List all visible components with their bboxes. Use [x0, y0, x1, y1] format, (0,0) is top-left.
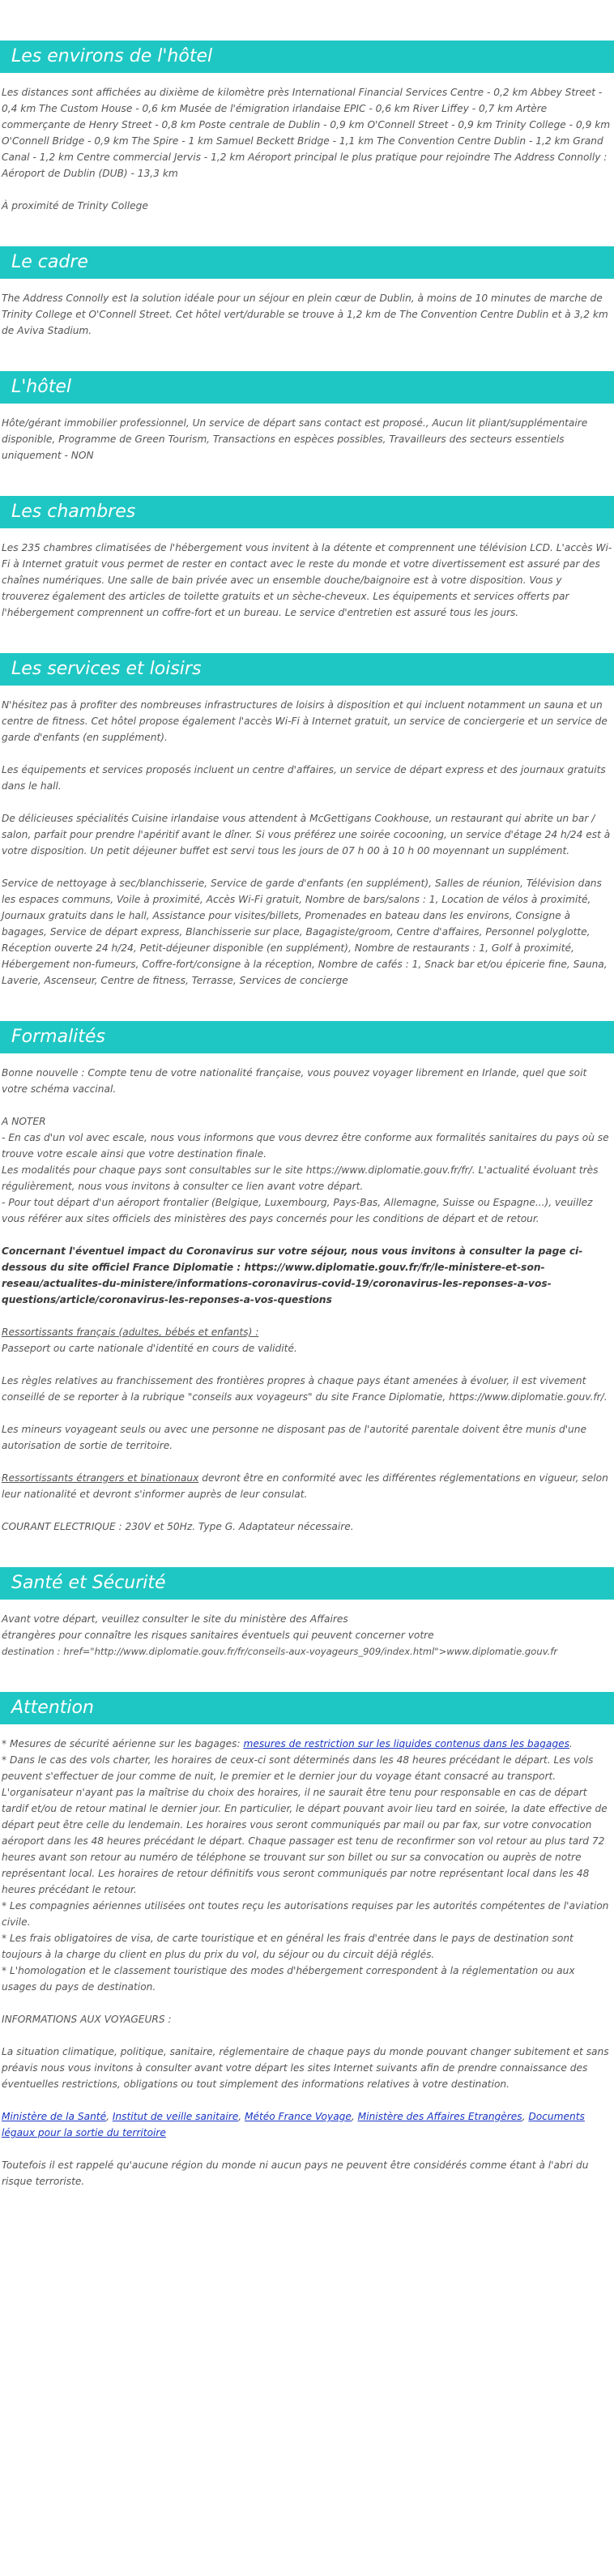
formalites-note [2, 1113, 612, 1227]
info-voyageurs-title: INFORMATIONS AUX VOYAGEURS : [2, 2014, 172, 2025]
link-meteo-france-voyage[interactable]: Météo France Voyage [245, 2111, 352, 2122]
section-chambres [0, 496, 614, 621]
section-title-formalites: Formalités [0, 1021, 614, 1053]
attention-bullet-4: * Les frais obligatoires de visa, de carte touristique et en général les frais d'entrée dans le pays de destination sont toujours à la charge du client en plus du prix du vol, du séjour ou du circuit déjà réglés. [2, 1933, 573, 1960]
services-text-2: Les équipements et services proposés incluent un centre d'affaires, un service de départ express et des journaux gratuits dans le hall. [2, 764, 606, 792]
sante-line-2: étrangères pour connaître les risques sanitaires éventuels qui peuvent concerner votre [2, 1630, 434, 1641]
section-title-sante: Santé et Sécurité [0, 1567, 614, 1600]
sante-text [2, 1611, 612, 1660]
link-separator: , [238, 2111, 245, 2122]
section-body-services [0, 697, 614, 989]
section-title-environs: Les environs de l'hôtel [0, 41, 614, 73]
formalites-note-line-2: Les modalités pour chaque pays sont consultables sur le site https://www.diplomatie.gouv.fr/fr/. L'actualité évoluant très régulièrement, nous vous invitons à consulter ce lien avant votre départ. [2, 1164, 599, 1192]
attention-bullet-1 [2, 1736, 612, 1752]
cadre-text: The Address Connolly est la solution idéale pour un séjour en plein cœur de Dublin, à moins de 10 minutes de marche de Trinity College et O'Connell Street. Cet hôtel vert/durable se trouve à 1,2 km de The Convention Centre Dublin et à 3,2 km de Aviva Stadium. [2, 293, 608, 336]
environs-proximity: À proximité de Trinity College [2, 200, 148, 211]
section-title-attention: Attention [0, 1692, 614, 1724]
official-links [2, 2108, 612, 2141]
formalites-ressortissants-fr [2, 1324, 612, 1356]
sante-line-1: Avant votre départ, veuillez consulter le site du ministère des Affaires [2, 1613, 348, 1625]
formalites-regles: Les règles relatives au franchissement des frontières propres à chaque pays étant amenées à évoluer, il est vivement conseillé de se reporter à la rubrique "conseils aux voyageurs" du site France Diplomatie, https://www.diplomatie.gouv.fr/. [2, 1375, 608, 1403]
formalites-note-line-3: - Pour tout départ d'un aéroport frontalier (Belgique, Luxembourg, Pays-Bas, Allemagne, Suisse ou Espagne...), veuillez vous référer aux sites officiels des ministères des pays concernés pour les conditions de départ et de retour. [2, 1197, 593, 1224]
services-list: Service de nettoyage à sec/blanchisserie, Service de garde d'enfants (en supplément), Salles de réunion, Télévision dans les espaces communs, Voile à proximité, Accès Wi-Fi gratuit, Nombre de bars/salons : 1, Location de vélos à proximité, Journaux gratuits dans le hall, Assistance pour visites/billets, Promenades en bateau dans les environs, Consigne à bagages, Service de départ express, Blanchisserie sur place, Bagagiste/groom, Centre d'affaires, Personnel polyglotte, Réception ouverte 24 h/24, Petit-déjeuner disponible (en supplément), Nombre de restaurants : 1, Golf à proximité, Hébergement non-fumeurs, Coffre-fort/consigne à la réception, Nombre de cafés : 1, Snack bar et/ou épicerie fine, Sauna, Laverie, Ascenseur, Centre de fitness, Terrasse, Services de concierge [2, 878, 608, 986]
info-voyageurs-text: La situation climatique, politique, sanitaire, réglementaire de chaque pays du monde pouvant changer subitement et sans préavis nous vous invitons à consulter avant votre départ les sites Internet suivants afin de prendre connaissance des éventuelles restrictions, obligations ou tout simplement des informations relatives à votre destination. [2, 2046, 609, 2090]
section-body-environs [0, 84, 614, 214]
environs-distances: Les distances sont affichées au dixième de kilomètre près International Financial Services Centre - 0,2 km Abbey Street - 0,4 km The Custom House - 0,6 km Musée de l'émigration irlandaise EPIC - 0,6 km River Liffey - 0,7 km Artère commerçante de Henry Street - 0,8 km Poste centrale de Dublin - 0,9 km O'Connell Street - 0,9 km Trinity College - 0,9 km O'Connell Bridge - 0,9 km The Spire - 1 km Samuel Beckett Bridge - 1,1 km The Convention Centre Dublin - 1,2 km Grand Canal - 1,2 km Centre commercial Jervis - 1,2 km Aéroport principal le plus pratique pour rejoindre The Address Connolly : Aéroport de Dublin (DUB) - 13,3 km [2, 87, 611, 179]
section-environs [0, 41, 614, 214]
section-title-services: Les services et loisirs [0, 653, 614, 686]
formalites-mineurs: Les mineurs voyageant seuls ou avec une personne ne disposant pas de l'autorité parentale doivent être munis d'une autorisation de sortie de territoire. [2, 1424, 587, 1451]
link-separator: , [106, 2111, 113, 2122]
link-institut-veille-sanitaire[interactable]: Institut de veille sanitaire [112, 2111, 239, 2122]
section-services [0, 653, 614, 989]
hotel-text: Hôte/gérant immobilier professionnel, Un service de départ sans contact est proposé., Aucun lit pliant/supplémentaire disponible, Programme de Green Tourism, Transactions en espèces possibles, Travailleurs des secteurs essentiels uniquement - NON [2, 417, 588, 461]
formalites-ressortissants-etr [2, 1470, 612, 1502]
section-title-hotel: L'hôtel [0, 371, 614, 404]
ressortissants-etr-label: Ressortissants étrangers et binationaux [2, 1472, 199, 1484]
chambres-text: Les 235 chambres climatisées de l'hébergement vous invitent à la détente et comprennent une télévision LCD. L'accès Wi-Fi à Internet gratuit vous permet de rester en contact avec le reste du monde et votre divertissement est assuré par des chaînes numériques. Une salle de bain privée avec un ensemble douche/baignoire est à votre disposition. Vous y trouverez également des articles de toilette gratuits et un sèche-cheveux. Les équipements et services offerts par l'hébergement comprennent un coffre-fort et un bureau. Le service d'entretien est assuré tous les jours. [2, 542, 612, 618]
ressortissants-fr-text: Passeport ou carte nationale d'identité en cours de validité. [2, 1343, 297, 1354]
link-ministere-affaires-etrangeres[interactable]: Ministère des Affaires Etrangères [357, 2111, 522, 2122]
link-separator: , [351, 2111, 358, 2122]
services-text-3: De délicieuses spécialités Cuisine irlandaise vous attendent à McGettigans Cookhouse, un restaurant qui abrite un bar / salon, parfait pour prendre l'apéritif avant le dîner. Si vous préférez une soirée cocooning, un service d'étage 24 h/24 est à votre disposition. Un petit déjeuner buffet est servi tous les jours de 07 h 00 à 10 h 00 moyennant un supplément. [2, 813, 611, 857]
formalites-coronavirus: Concernant l'éventuel impact du Coronavirus sur votre séjour, nous vous invitons à consulter la page ci-dessous du site officiel France Diplomatie : https://www.diplomatie.gouv.fr/fr/le-ministere-et-son-reseau/actualites-du-ministere/informations-coronavirus-covid-19/coronavirus-les-reponses-a-vos-questions/article/coronavirus-les-reponses-a-vos-questions [2, 1245, 583, 1305]
section-body-sante [0, 1611, 614, 1660]
attention-bullet-1-prefix: * Mesures de sécurité aérienne sur les bagages: [2, 1738, 244, 1749]
ressortissants-fr-label: Ressortissants français (adultes, bébés et enfants) : [2, 1326, 259, 1338]
link-documents-legaux[interactable]: Documents légaux pour la sortie du territoire [2, 2111, 585, 2138]
section-body-chambres [0, 540, 614, 621]
formalites-intro: Bonne nouvelle : Compte tenu de votre nationalité française, vous pouvez voyager librement en Irlande, quel que soit votre schéma vaccinal. [2, 1067, 587, 1095]
section-body-formalites [0, 1065, 614, 1535]
attention-bullet-1-suffix: . [569, 1738, 573, 1749]
sante-line-3: destination : href="http://www.diplomatie.gouv.fr/fr/conseils-aux-voyageurs_909/index.html">www.diplomatie.gouv.fr [2, 1646, 558, 1657]
liquids-restriction-link[interactable]: mesures de restriction sur les liquides contenus dans les bagages [243, 1738, 569, 1749]
attention-bullet-2: * Dans le cas des vols charter, les horaires de ceux-ci sont déterminés dans les 48 heures précédant le départ. Les vols peuvent s'effectuer de jour comme de nuit, le premier et le dernier jour du voyage étant consacré au transport. L'organisateur n'ayant pas la maîtrise du choix des horaires, il ne saurait être tenu pour responsable en cas de départ tardif et/ou de retour matinal le dernier jour. En particulier, le départ pouvant avoir lieu tard en soirée, la date effective de départ peut être celle du lendemain. Les horaires vous seront communiqués par mail ou par fax, sur votre convocation aéroport dans les 48 heures précédant le départ. Chaque passager est tenu de reconfirmer son vol retour au plus tard 72 heures avant son retour au numéro de téléphone se trouvant sur son billet ou sur sa convocation ou auprès de notre représentant local. Les horaires de retour définitifs vous seront communiqués par notre représentant local dans les 48 heures précédant le retour. [2, 1754, 608, 1895]
attention-bullet-5: * L'homologation et le classement touristique des modes d'hébergement correspondent à la réglementation ou aux usages du pays de destination. [2, 1965, 575, 1993]
formalites-note-title: A NOTER [2, 1116, 46, 1127]
services-text-1: N'hésitez pas à profiter des nombreuses infrastructures de loisirs à disposition et qui incluent notamment un sauna et un centre de fitness. Cet hôtel propose également l'accès Wi-Fi à Internet gratuit, un service de conciergerie et un service de garde d'enfants (en supplément). [2, 699, 608, 743]
section-attention [0, 1692, 614, 2189]
section-cadre [0, 246, 614, 339]
link-ministere-sante[interactable]: Ministère de la Santé [2, 2111, 107, 2122]
section-title-chambres: Les chambres [0, 496, 614, 528]
section-title-cadre: Le cadre [0, 246, 614, 279]
section-body-attention [0, 1736, 614, 2189]
formalites-note-line-1: - En cas d'un vol avec escale, nous vous informons que vous devrez être conforme aux formalités sanitaires du pays où se trouve votre escale ainsi que votre destination finale. [2, 1132, 609, 1160]
section-hotel [0, 371, 614, 464]
terrorism-notice: Toutefois il est rappelé qu'aucune région du monde ni aucun pays ne peuvent être considérés comme étant à l'abri du risque terroriste. [2, 2159, 589, 2187]
section-body-hotel [0, 415, 614, 464]
section-formalites [0, 1021, 614, 1535]
formalites-courant: COURANT ELECTRIQUE : 230V et 50Hz. Type G. Adaptateur nécessaire. [2, 1521, 354, 1532]
attention-bullet-3: * Les compagnies aériennes utilisées ont toutes reçu les autorisations requises par les autorités compétentes de l'aviation civile. [2, 1900, 609, 1928]
ressortissants-etr-text: devront être en conformité avec les différentes réglementations en vigueur, selon leur nationalité et devront s'informer auprès de leur consulat. [2, 1472, 608, 1500]
section-body-cadre [0, 290, 614, 339]
section-sante [0, 1567, 614, 1660]
link-separator: , [522, 2111, 529, 2122]
